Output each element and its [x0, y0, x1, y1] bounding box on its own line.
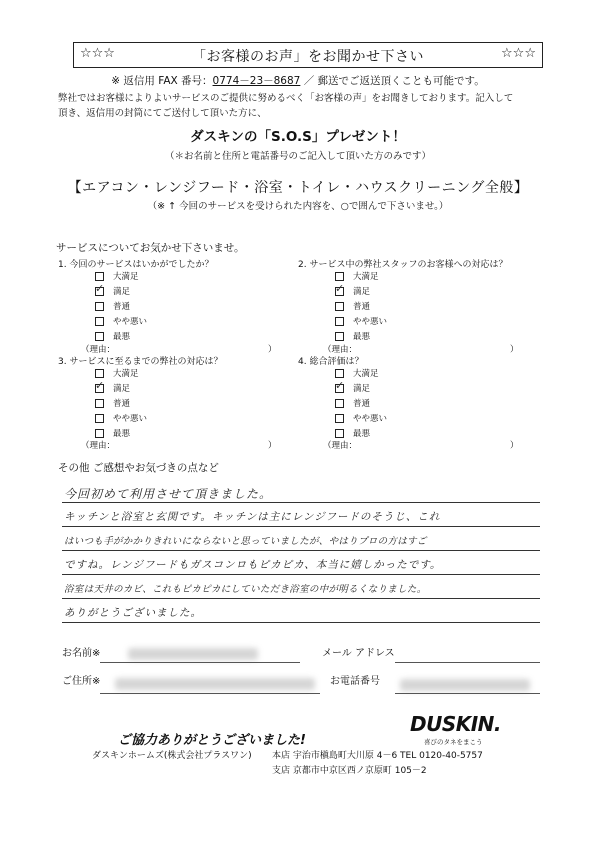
- option-label: 満足: [353, 384, 371, 394]
- address-label: ご住所※: [62, 676, 101, 687]
- fax-line: [0, 73, 596, 88]
- reason-close: ）: [510, 345, 519, 355]
- checkbox[interactable]: [95, 429, 104, 438]
- sos-note: （＊お名前と住所と電話番号のご記入して頂いた方のみです）: [164, 151, 431, 162]
- checkbox[interactable]: [95, 272, 104, 281]
- question-4: 4. 総合評価は？: [298, 357, 364, 367]
- option-label: 最悪: [353, 332, 371, 342]
- comment-line-6: ありがとうございました。: [64, 607, 202, 619]
- reason-close: ）: [268, 345, 277, 355]
- checkbox[interactable]: [95, 414, 104, 423]
- checkbox[interactable]: [335, 399, 344, 408]
- page-title: 「お客様のお声」をお聞かせ下さい: [192, 49, 424, 65]
- option-label: 大満足: [113, 272, 139, 282]
- checkbox-checked[interactable]: [95, 287, 104, 296]
- question-3: 3. サービスに至るまでの弊社の対応は？: [58, 357, 223, 367]
- checkbox[interactable]: [335, 369, 344, 378]
- option-label: 最悪: [113, 332, 131, 342]
- checkbox[interactable]: [335, 317, 344, 326]
- reason-label: （理由：: [81, 441, 116, 451]
- ruled-line: [62, 502, 540, 503]
- logo-tagline: 喜びのタネをまこう: [424, 738, 483, 746]
- name-underline: [100, 662, 300, 663]
- ruled-line: [62, 526, 540, 527]
- stars-right: ☆☆☆: [501, 46, 536, 61]
- branch-office: 支店 京都市中京区西ノ京原町 105－2: [272, 766, 427, 776]
- reason-label: （理由：: [323, 345, 358, 355]
- fax-prefix: ※ 返信用 FAX 番号：: [111, 75, 213, 87]
- service-note: （※ ↑ 今回のサービスを受けられた内容を、○で囲んで下さいませ。）: [147, 201, 449, 212]
- name-value-redacted: [128, 648, 258, 660]
- checkbox[interactable]: [95, 369, 104, 378]
- address-underline: [100, 693, 320, 694]
- ruled-line: [62, 622, 540, 623]
- ruled-line: [62, 574, 540, 575]
- option-label: やや悪い: [113, 414, 148, 424]
- phone-underline: [395, 693, 540, 694]
- email-label: メール アドレス: [322, 648, 395, 659]
- stars-left: ☆☆☆: [80, 46, 115, 61]
- head-office: 本店 宇治市槇島町大川原 4－6 TEL 0120-40-5757: [272, 751, 483, 761]
- option-label: 大満足: [353, 369, 379, 379]
- option-label: 最悪: [353, 429, 371, 439]
- checkbox[interactable]: [95, 399, 104, 408]
- phone-value-redacted: [400, 679, 530, 691]
- ruled-line: [62, 550, 540, 551]
- checkbox[interactable]: [335, 429, 344, 438]
- option-label: 満足: [353, 287, 371, 297]
- checkbox[interactable]: [95, 302, 104, 311]
- reason-close: ）: [268, 441, 277, 451]
- reason-close: ）: [510, 441, 519, 451]
- checkbox-checked[interactable]: [335, 384, 344, 393]
- checkbox-checked[interactable]: [335, 287, 344, 296]
- title-box: [73, 42, 543, 68]
- fax-suffix: ／ 郵送でご返送頂くことも可能です。: [303, 75, 485, 87]
- company-name: ダスキンホームズ(株式会社プラスワン): [92, 751, 252, 761]
- question-2: 2. サービス中の弊社スタッフのお客様への対応は？: [298, 260, 508, 270]
- name-label: お名前※: [62, 648, 101, 659]
- reason-label: （理由：: [323, 441, 358, 451]
- option-label: 普通: [113, 302, 131, 312]
- option-label: 満足: [113, 384, 131, 394]
- address-value-redacted: [115, 678, 315, 690]
- comment-line-5: 浴室は天井のカビ、これもピカピカにしていただき浴室の中が明るくなりました。: [64, 584, 427, 595]
- option-label: 普通: [113, 399, 131, 409]
- option-label: 大満足: [113, 369, 139, 379]
- option-label: やや悪い: [113, 317, 148, 327]
- intro-line-1: 弊社ではお客様によりよいサービスのご提供に努めるべく「お客様の声」をお聞きしております。記入して: [58, 93, 514, 104]
- checkbox[interactable]: [335, 414, 344, 423]
- checkbox-checked[interactable]: [95, 384, 104, 393]
- service-title: 【エアコン・レンジフード・浴室・トイレ・ハウスクリーニング全般】: [67, 180, 529, 196]
- option-label: やや悪い: [353, 414, 388, 424]
- survey-heading: サービスについてお気かせ下さいませ。: [56, 242, 245, 254]
- comment-line-4: ですね。レンジフードもガスコンロもピカピカ、本当に嬉しかったです。: [64, 559, 442, 571]
- comment-line-2: キッチンと浴室と玄関です。キッチンは主にレンジフードのそうじ、これ: [64, 511, 441, 523]
- option-label: 普通: [353, 302, 371, 312]
- comment-line-3: はいつも手がかかりきれいにならないと思っていましたが、やはりプロの方はすご: [64, 536, 427, 547]
- fax-number: 0774－23－8687: [212, 75, 301, 87]
- reason-label: （理由：: [81, 345, 116, 355]
- checkbox[interactable]: [335, 302, 344, 311]
- checkbox[interactable]: [335, 272, 344, 281]
- option-label: 大満足: [353, 272, 379, 282]
- option-label: やや悪い: [353, 317, 388, 327]
- thanks-message: ご協力ありがとうございました!: [118, 733, 306, 748]
- checkbox[interactable]: [335, 332, 344, 341]
- ruled-line: [62, 598, 540, 599]
- option-label: 満足: [113, 287, 131, 297]
- comments-heading: その他 ご感想やお気づきの点など: [58, 462, 219, 474]
- email-underline: [395, 662, 540, 663]
- checkbox[interactable]: [95, 332, 104, 341]
- duskin-logo: DUSKIN.: [410, 712, 502, 736]
- comment-line-1: 今回初めて利用させて頂きました。: [64, 487, 273, 501]
- sos-present: ダスキンの「S.O.S」プレゼント！: [190, 129, 406, 145]
- phone-label: お電話番号: [330, 676, 380, 687]
- checkbox[interactable]: [95, 317, 104, 326]
- option-label: 普通: [353, 399, 371, 409]
- question-1: 1. 今回のサービスはいかがでしたか？: [58, 260, 214, 270]
- option-label: 最悪: [113, 429, 131, 439]
- intro-line-2: 頂き、返信用の封筒にてご送付して頂いた方に、: [58, 108, 267, 119]
